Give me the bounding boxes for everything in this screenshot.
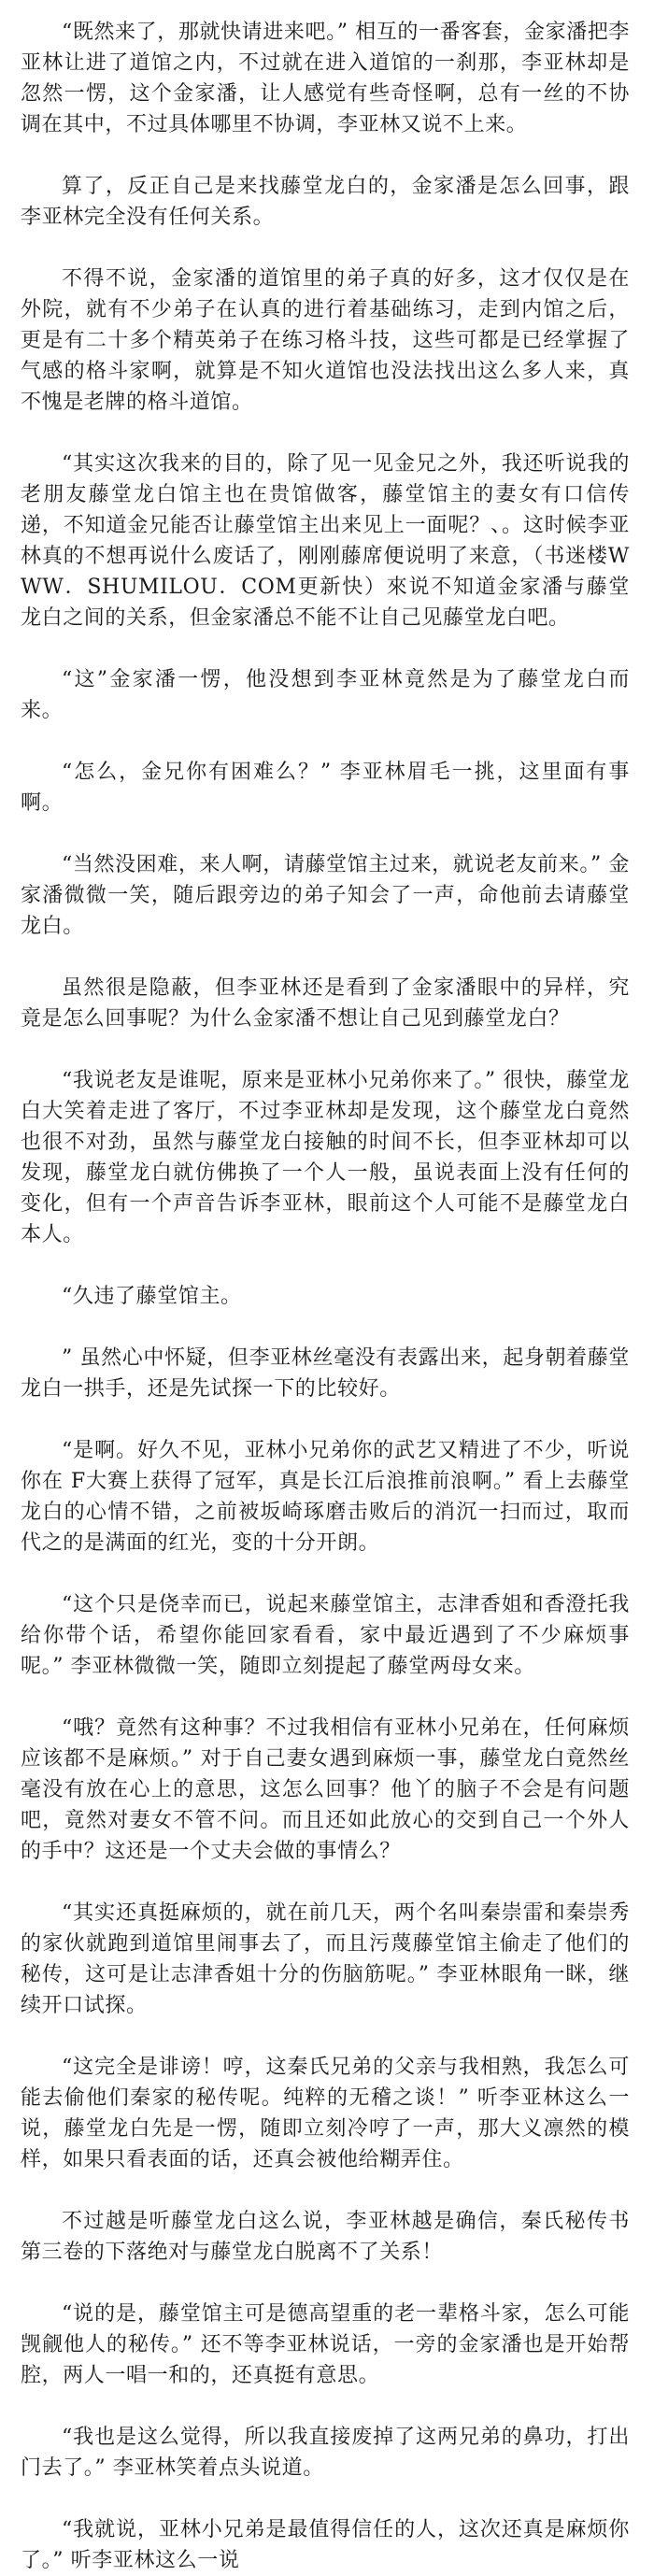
- paragraph-19: “我也是这么觉得，所以我直接废掉了这两兄弟的鼻功，打出门去了。” 李亚林笑着点头说道。: [21, 2426, 630, 2480]
- paragraph-3: 不得不说，金家潘的道馆里的弟子真的好多，这才仅仅是在外院，就有不少弟子在认真的进行着基础练习，走到内馆之后，更是有二十多个精英弟子在练习格斗技，这些可都是已经掌握了气感的格斗家啊，就算是不知火道馆也没法找出这么多人来，真不愧是老牌的格斗道馆。: [21, 267, 630, 414]
- paragraph-13: “这个只是侥幸而已，说起来藤堂馆主，志津香姐和香澄托我给你带个话，希望你能回家看看，家中最近遇到了不少麻烦事呢。” 李亚林微微一笑，随即立刻提起了藤堂两母女来。: [21, 1593, 630, 1678]
- paragraph-17: 不过越是听藤堂龙白这么说，李亚林越是确信，秦氏秘传书第三卷的下落绝对与藤堂龙白脱离不了关系！: [21, 2210, 630, 2264]
- paragraph-18: “说的是，藤堂馆主可是德高望重的老一辈格斗家，怎么可能觊觎他人的秘传。” 还不等李亚林说话，一旁的金家潘也是开始帮腔，两人一唱一和的，还真挺有意思。: [21, 2302, 630, 2387]
- paragraph-2: 算了，反正自己是来找藤堂龙白的，金家潘是怎么回事，跟李亚林完全没有任何关系。: [21, 175, 630, 229]
- paragraph-6: “怎么，金兄你有困难么？” 李亚林眉毛一挑，这里面有事啊。: [21, 761, 630, 815]
- paragraph-16: “这完全是诽谤！哼，这秦氏兄弟的父亲与我相熟，我怎么可能去偷他们秦家的秘传呢。纯粹的无稽之谈！” 听李亚林这么一说，藤堂龙白先是一愣，随即立刻冷哼了一声，那大义凛然的模样，如果只看表面的话，还真会被他给糊弄住。: [21, 2056, 630, 2171]
- paragraph-20: “我就说，亚林小兄弟是最值得信任的人，这次还真是麻烦你了。” 听李亚林这么一说: [21, 2518, 630, 2572]
- paragraph-11: ” 虽然心中怀疑，但李亚林丝毫没有表露出来，起身朝着藤堂龙白一拱手，还是先试探一下的比较好。: [21, 1346, 630, 1401]
- paragraph-9: “我说老友是谁呢，原来是亚林小兄弟你来了。” 很快，藤堂龙白大笑着走进了客厅，不过李亚林却是发现，这个藤堂龙白竟然也很不对劲，虽然与藤堂龙白接触的时间不长，但李亚林却可以发现，藤堂龙白就仿佛换了一个人一般，虽说表面上没有任何的变化，但有一个声音告诉李亚林，眼前这个人可能不是藤堂龙白本人。: [21, 1069, 630, 1246]
- paragraph-10: “久违了藤堂馆主。: [62, 1285, 242, 1308]
- paragraph-8: 虽然很是隐蔽，但李亚林还是看到了金家潘眼中的异样，究竟是怎么回事呢？为什么金家潘不想让自己见到藤堂龙白？: [21, 976, 630, 1031]
- paragraph-14: “哦？竟然有这种事？不过我相信有亚林小兄弟在，任何麻烦应该都不是麻烦。” 对于自己妻女遇到麻烦一事，藤堂龙白竟然丝毫没有放在心上的意思，这怎么回事？他丫的脑子不会是有问题吧，竟然对妻女不管不问。而且还如此放心的交到自己一个外人的手中？这还是一个丈夫会做的事情么？: [21, 1716, 630, 1863]
- paragraph-7: “当然没困难，来人啊，请藤堂馆主过来，就说老友前来。” 金家潘微微一笑，随后跟旁边的弟子知会了一声，命他前去请藤堂龙白。: [21, 853, 630, 938]
- paragraph-5: “这”金家潘一愣，他没想到李亚林竟然是为了藤堂龙白而来。: [21, 668, 630, 722]
- paragraph-15: “其实还真挺麻烦的，就在前几天，两个名叫秦崇雷和秦崇秀的家伙就跑到道馆里闹事去了，而且污蔑藤堂馆主偷走了他们的秘传，这可是让志津香姐十分的伤脑筋呢。” 李亚林眼角一眯，继续开口试探。: [21, 1901, 630, 2017]
- paragraph-1: “既然来了，那就快请进来吧。” 相互的一番客套，金家潘把李亚林让进了道馆之内，不过就在进入道馆的一刹那，李亚林却是忽然一愣，这个金家潘，让人感觉有些奇怪啊，总有一丝的不协调在其中，不过具体哪里不协调，李亚林又说不上来。: [21, 21, 630, 136]
- paragraph-12: “是啊。好久不见，亚林小兄弟你的武艺又精进了不少，听说你在 F大赛上获得了冠军，真是长江后浪推前浪啊。” 看上去藤堂龙白的心情不错，之前被坂崎琢磨击败后的消沉一扫而过，取而代之的是满面的红光，变的十分开朗。: [21, 1439, 630, 1555]
- paragraph-4: “其实这次我来的目的，除了见一见金兄之外，我还听说我的老朋友藤堂龙白馆主也在贵馆做客，藤堂馆主的妻女有口信传递，不知道金兄能否让藤堂馆主出来见上一面呢？、。这时候李亚林真的不想再说什么废话了，刚刚藤席便说明了来意，（书迷楼WWW．SHUMILOU．COM更新快）來说不知道金家潘与藤堂龙白之间的关系，但金家潘总不能不让自己见藤堂龙白吧。: [21, 452, 630, 630]
